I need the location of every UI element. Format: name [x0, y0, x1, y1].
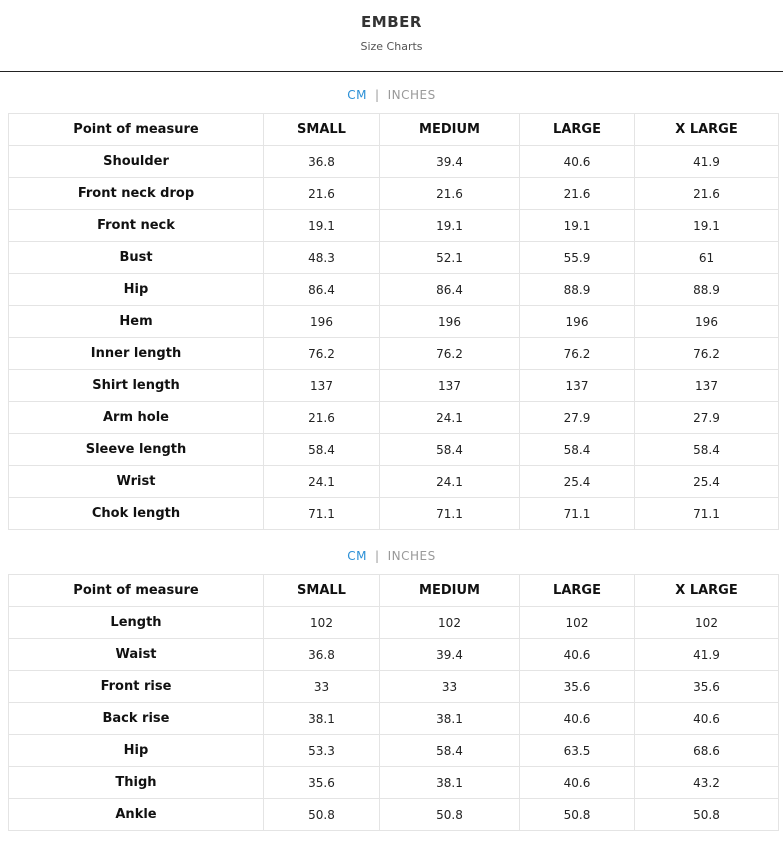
measure-value: 102	[264, 607, 380, 639]
measure-value: 19.1	[380, 210, 520, 242]
measure-value: 137	[264, 370, 380, 402]
measure-value: 36.8	[264, 639, 380, 671]
measure-value: 27.9	[635, 402, 779, 434]
measure-value: 86.4	[380, 274, 520, 306]
measure-value: 25.4	[635, 466, 779, 498]
table-row	[9, 402, 779, 434]
measure-label: Waist	[9, 639, 264, 671]
table-row	[9, 178, 779, 210]
measure-value: 55.9	[520, 242, 635, 274]
measure-value: 21.6	[264, 178, 380, 210]
bottom-size-table	[8, 574, 779, 831]
measure-label: Arm hole	[9, 402, 264, 434]
measure-value: 48.3	[264, 242, 380, 274]
measure-value: 21.6	[380, 178, 520, 210]
measure-value: 19.1	[264, 210, 380, 242]
measure-value: 43.2	[635, 767, 779, 799]
column-header: MEDIUM	[380, 114, 520, 146]
measure-value: 39.4	[380, 146, 520, 178]
measure-value: 38.1	[264, 703, 380, 735]
measure-label: Shoulder	[9, 146, 264, 178]
unit-cm-button[interactable]: CM	[347, 88, 368, 102]
measure-value: 35.6	[520, 671, 635, 703]
unit-separator: |	[375, 88, 380, 102]
measure-label: Sleeve length	[9, 434, 264, 466]
table-header-row	[9, 114, 779, 146]
measure-value: 196	[264, 306, 380, 338]
measure-value: 68.6	[635, 735, 779, 767]
column-header: LARGE	[520, 114, 635, 146]
unit-inches-button[interactable]: INCHES	[387, 88, 436, 102]
column-header: MEDIUM	[380, 575, 520, 607]
table-row	[9, 735, 779, 767]
measure-value: 63.5	[520, 735, 635, 767]
measure-value: 196	[380, 306, 520, 338]
measure-value: 58.4	[264, 434, 380, 466]
measure-label: Front rise	[9, 671, 264, 703]
table-row	[9, 607, 779, 639]
column-header: X LARGE	[635, 575, 779, 607]
table-row	[9, 146, 779, 178]
measure-value: 21.6	[264, 402, 380, 434]
measure-value: 76.2	[635, 338, 779, 370]
measure-label: Shirt length	[9, 370, 264, 402]
measure-value: 76.2	[520, 338, 635, 370]
top-size-table	[8, 113, 779, 530]
measure-value: 40.6	[520, 767, 635, 799]
unit-inches-button[interactable]: INCHES	[387, 549, 436, 563]
measure-value: 27.9	[520, 402, 635, 434]
measure-label: Hip	[9, 735, 264, 767]
table-row	[9, 639, 779, 671]
column-header: SMALL	[264, 114, 380, 146]
measure-value: 76.2	[264, 338, 380, 370]
measure-value: 137	[380, 370, 520, 402]
table-row	[9, 799, 779, 831]
measure-value: 21.6	[635, 178, 779, 210]
unit-cm-button[interactable]: CM	[347, 549, 368, 563]
table-row	[9, 210, 779, 242]
measure-label: Thigh	[9, 767, 264, 799]
measure-value: 196	[520, 306, 635, 338]
unit-toggle-bottom	[0, 549, 783, 563]
measure-value: 71.1	[635, 498, 779, 530]
measure-value: 19.1	[635, 210, 779, 242]
table-row	[9, 498, 779, 530]
measure-label: Inner length	[9, 338, 264, 370]
measure-value: 40.6	[520, 639, 635, 671]
measure-value: 58.4	[380, 434, 520, 466]
measure-value: 71.1	[520, 498, 635, 530]
measure-label: Front neck drop	[9, 178, 264, 210]
measure-value: 86.4	[264, 274, 380, 306]
measure-value: 102	[635, 607, 779, 639]
table-row	[9, 703, 779, 735]
measure-value: 40.6	[520, 146, 635, 178]
table-header-row	[9, 575, 779, 607]
measure-value: 61	[635, 242, 779, 274]
table-row	[9, 434, 779, 466]
measure-value: 102	[380, 607, 520, 639]
column-header: LARGE	[520, 575, 635, 607]
measure-label: Chok length	[9, 498, 264, 530]
measure-value: 19.1	[520, 210, 635, 242]
measure-value: 50.8	[264, 799, 380, 831]
measure-value: 38.1	[380, 703, 520, 735]
table-row	[9, 671, 779, 703]
table-row	[9, 274, 779, 306]
measure-value: 50.8	[635, 799, 779, 831]
column-header: Point of measure	[9, 575, 264, 607]
measure-value: 36.8	[264, 146, 380, 178]
measure-value: 52.1	[380, 242, 520, 274]
measure-label: Front neck	[9, 210, 264, 242]
table-row	[9, 767, 779, 799]
measure-label: Bust	[9, 242, 264, 274]
measure-value: 76.2	[380, 338, 520, 370]
measure-value: 58.4	[520, 434, 635, 466]
measure-value: 33	[380, 671, 520, 703]
measure-value: 24.1	[264, 466, 380, 498]
measure-value: 41.9	[635, 639, 779, 671]
measure-value: 58.4	[380, 735, 520, 767]
measure-value: 88.9	[520, 274, 635, 306]
measure-value: 40.6	[635, 703, 779, 735]
measure-label: Ankle	[9, 799, 264, 831]
measure-value: 33	[264, 671, 380, 703]
measure-value: 38.1	[380, 767, 520, 799]
measure-value: 41.9	[635, 146, 779, 178]
measure-label: Back rise	[9, 703, 264, 735]
measure-value: 88.9	[635, 274, 779, 306]
measure-value: 137	[520, 370, 635, 402]
measure-value: 35.6	[635, 671, 779, 703]
measure-value: 58.4	[635, 434, 779, 466]
table-row	[9, 338, 779, 370]
column-header: X LARGE	[635, 114, 779, 146]
measure-value: 21.6	[520, 178, 635, 210]
measure-value: 137	[635, 370, 779, 402]
table-row	[9, 370, 779, 402]
column-header: SMALL	[264, 575, 380, 607]
unit-toggle-top	[0, 88, 783, 102]
measure-value: 71.1	[380, 498, 520, 530]
table-row	[9, 306, 779, 338]
measure-value: 24.1	[380, 402, 520, 434]
table-row	[9, 242, 779, 274]
measure-value: 25.4	[520, 466, 635, 498]
measure-label: Hem	[9, 306, 264, 338]
measure-value: 35.6	[264, 767, 380, 799]
page-subtitle: Size Charts	[360, 40, 423, 53]
measure-value: 71.1	[264, 498, 380, 530]
unit-separator: |	[375, 549, 380, 563]
measure-value: 53.3	[264, 735, 380, 767]
page-header	[0, 0, 783, 72]
table-row	[9, 466, 779, 498]
measure-value: 40.6	[520, 703, 635, 735]
measure-value: 39.4	[380, 639, 520, 671]
measure-value: 102	[520, 607, 635, 639]
measure-label: Wrist	[9, 466, 264, 498]
brand-title: EMBER	[361, 13, 422, 31]
measure-value: 50.8	[380, 799, 520, 831]
measure-label: Length	[9, 607, 264, 639]
measure-value: 196	[635, 306, 779, 338]
measure-label: Hip	[9, 274, 264, 306]
column-header: Point of measure	[9, 114, 264, 146]
measure-value: 24.1	[380, 466, 520, 498]
measure-value: 50.8	[520, 799, 635, 831]
